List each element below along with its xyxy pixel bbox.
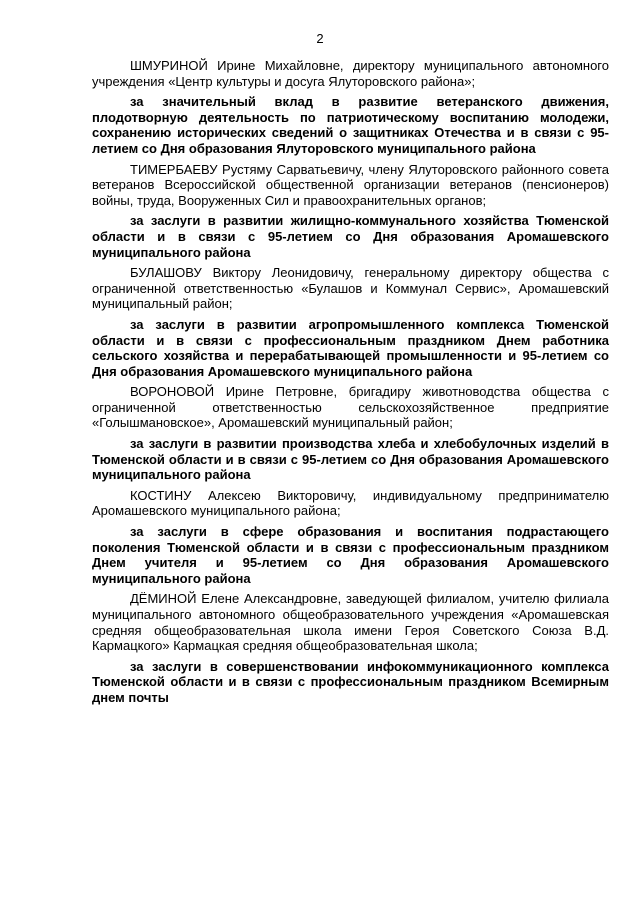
award-reason: за заслуги в развитии жилищно-коммунального хозяйства Тюменской области и в связи с 95-летием со Дня образования Аромашевского муниципального района — [92, 213, 609, 260]
award-reason: за заслуги в совершенствовании инфокоммуникационного комплекса Тюменской области и в связи с профессиональным праздником Всемирным днем почты — [92, 658, 609, 705]
award-reason: за заслуги в развитии производства хлеба и хлебобулочных изделий в Тюменской области и в связи с 95-летием со Дня образования Аромашевского муниципального района — [92, 436, 609, 483]
page-number: 2 — [316, 31, 324, 46]
award-recipient: КОСТИНУ Алексею Викторовичу, индивидуальному предпринимателю Аромашевского муниципального района; — [92, 487, 609, 519]
award-reason: за заслуги в сфере образования и воспитания подрастающего поколения Тюменской области и в связи с профессиональным праздником Днем учителя и 95-летием со Дня образования Аромашевского муниципального района — [92, 524, 609, 586]
award-recipient: ВОРОНОВОЙ Ирине Петровне, бригадиру животноводства общества с ограниченной ответственностью сельскохозяйственное предприятие «Голышмановское», Аромашевский муниципальный район; — [92, 384, 609, 431]
award-reason: за значительный вклад в развитие ветеранского движения, плодотворную деятельность по патриотическому воспитанию молодежи, сохранению исторических сведений о защитниках Отечества и в связи с 95-летием со Дня образования Ялуторовского муниципального района — [92, 94, 609, 156]
award-recipient: ШМУРИНОЙ Ирине Михайловне, директору муниципального автономного учреждения «Центр культуры и досуга Ялуторовского района»; — [92, 58, 609, 89]
award-recipient: БУЛАШОВУ Виктору Леонидовичу, генеральному директору общества с ограниченной ответственностью «Булашов и Коммунал Сервис», Аромашевский муниципальный район; — [92, 265, 609, 312]
award-list — [92, 58, 609, 711]
award-reason: за заслуги в развитии агропромышленного комплекса Тюменской области и в связи с профессиональным праздником Днем работника сельского хозяйства и перерабатывающей промышленности и 95-летием со Дня образования Аромашевского муниципального района — [92, 316, 609, 379]
award-recipient: ДЁМИНОЙ Елене Александровне, заведующей филиалом, учителю филиала муниципального автономного общеобразовательного учреждения «Аромашевская средняя общеобразовательная школа имени Героя Советского Союза В.Д. Кармацкого» Кармацкая средняя общеобразовательная школа; — [92, 591, 609, 654]
award-recipient: ТИМЕРБАЕВУ Рустяму Сарватьевичу, члену Ялуторовского районного совета ветеранов Всероссийской общественной организации ветеранов (пенсионеров) войны, труда, Вооруженных Сил и правоохранительных органов; — [92, 161, 609, 208]
